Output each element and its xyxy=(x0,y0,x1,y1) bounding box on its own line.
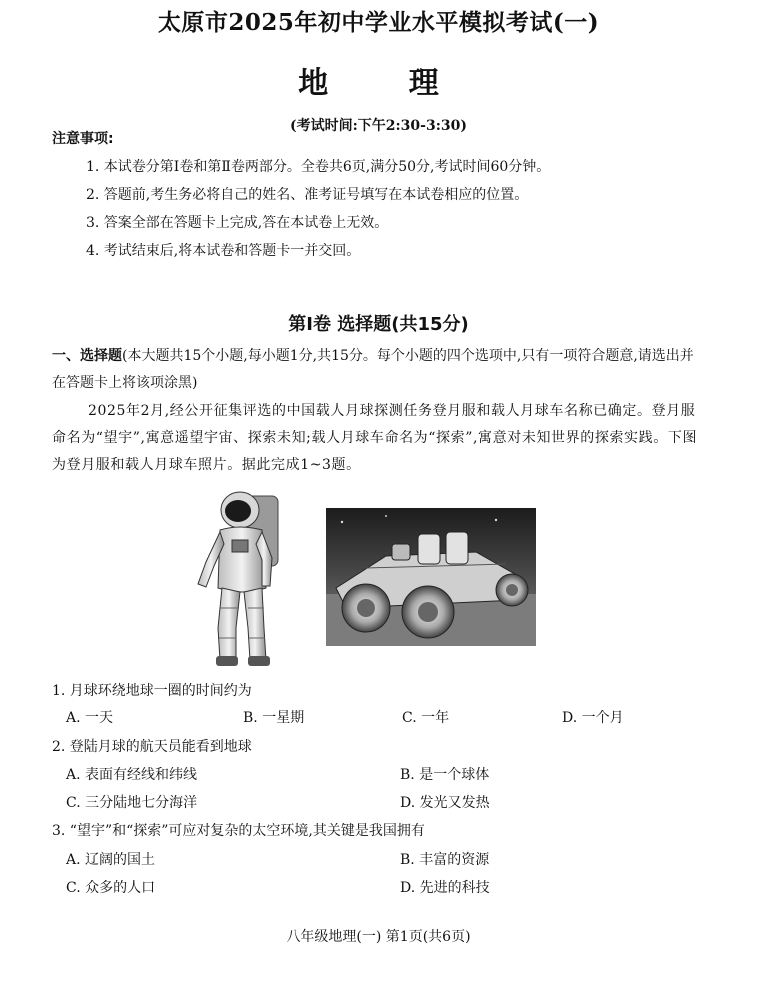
section-instruction xyxy=(52,343,702,397)
question-stem-material: 2025年2月,经公开征集评选的中国载人月球探测任务登月服和载人月球车名称已确定。登月服命名为“望宇”,寓意遥望宇宙、探索未知;载人月球车命名为“探索”,寓意对未知世界的探索实践。下图为登月服和载人月球车照片。据此完成1~3题。 xyxy=(52,403,698,473)
notice-item: 2. 答题前,考生务必将自己的姓名、准考证号填写在本试卷相应的位置。 xyxy=(86,187,529,203)
exam-title: 太原市2025年初中学业水平模拟考试(一) xyxy=(157,9,600,36)
q2-option-b: B. 是一个球体 xyxy=(400,767,490,783)
q3-option-b: B. 丰富的资源 xyxy=(400,852,490,868)
notice-heading: 注意事项: xyxy=(52,131,114,147)
q1-option-a: A. 一天 xyxy=(66,710,114,726)
question-1-stem: 1. 月球环绕地球一圈的时间约为 xyxy=(52,683,252,699)
subject-title: 地 理 xyxy=(298,66,459,101)
q3-option-c: C. 众多的人口 xyxy=(66,880,156,896)
q2-option-a: A. 表面有经线和纬线 xyxy=(66,767,198,783)
exam-time: (考试时间:下午2:30-3:30) xyxy=(289,118,467,134)
notice-item: 1. 本试卷分第Ⅰ卷和第Ⅱ卷两部分。全卷共6页,满分50分,考试时间60分钟。 xyxy=(86,159,551,175)
section-title: 第Ⅰ卷 选择题(共15分) xyxy=(288,314,469,335)
question-3-stem: 3. “望宇”和“探索”可应对复杂的太空环境,其关键是我国拥有 xyxy=(52,823,425,839)
q2-option-d: D. 发光又发热 xyxy=(400,795,490,811)
lunar-rover-image xyxy=(326,508,536,646)
q1-option-b: B. 一星期 xyxy=(243,710,305,726)
notice-list xyxy=(86,157,550,269)
page-footer: 八年级地理(一) 第1页(共6页) xyxy=(286,929,471,945)
question-2-stem: 2. 登陆月球的航天员能看到地球 xyxy=(52,739,252,755)
spacesuit-image xyxy=(192,488,292,670)
instruction-text: (本大题共15个小题,每小题1分,共15分。每个小题的四个选项中,只有一项符合题意,请选出并在答题卡上将该项涂黑) xyxy=(52,348,694,391)
q1-option-c: C. 一年 xyxy=(402,710,450,726)
q1-option-d: D. 一个月 xyxy=(562,710,624,726)
q2-option-c: C. 三分陆地七分海洋 xyxy=(66,795,198,811)
q3-option-d: D. 先进的科技 xyxy=(400,880,490,896)
notice-item: 4. 考试结束后,将本试卷和答题卡一并交回。 xyxy=(86,243,361,259)
instruction-label: 一、选择题 xyxy=(52,348,122,364)
notice-item: 3. 答案全部在答题卡上完成,答在本试卷上无效。 xyxy=(86,215,389,231)
q3-option-a: A. 辽阔的国土 xyxy=(66,852,156,868)
